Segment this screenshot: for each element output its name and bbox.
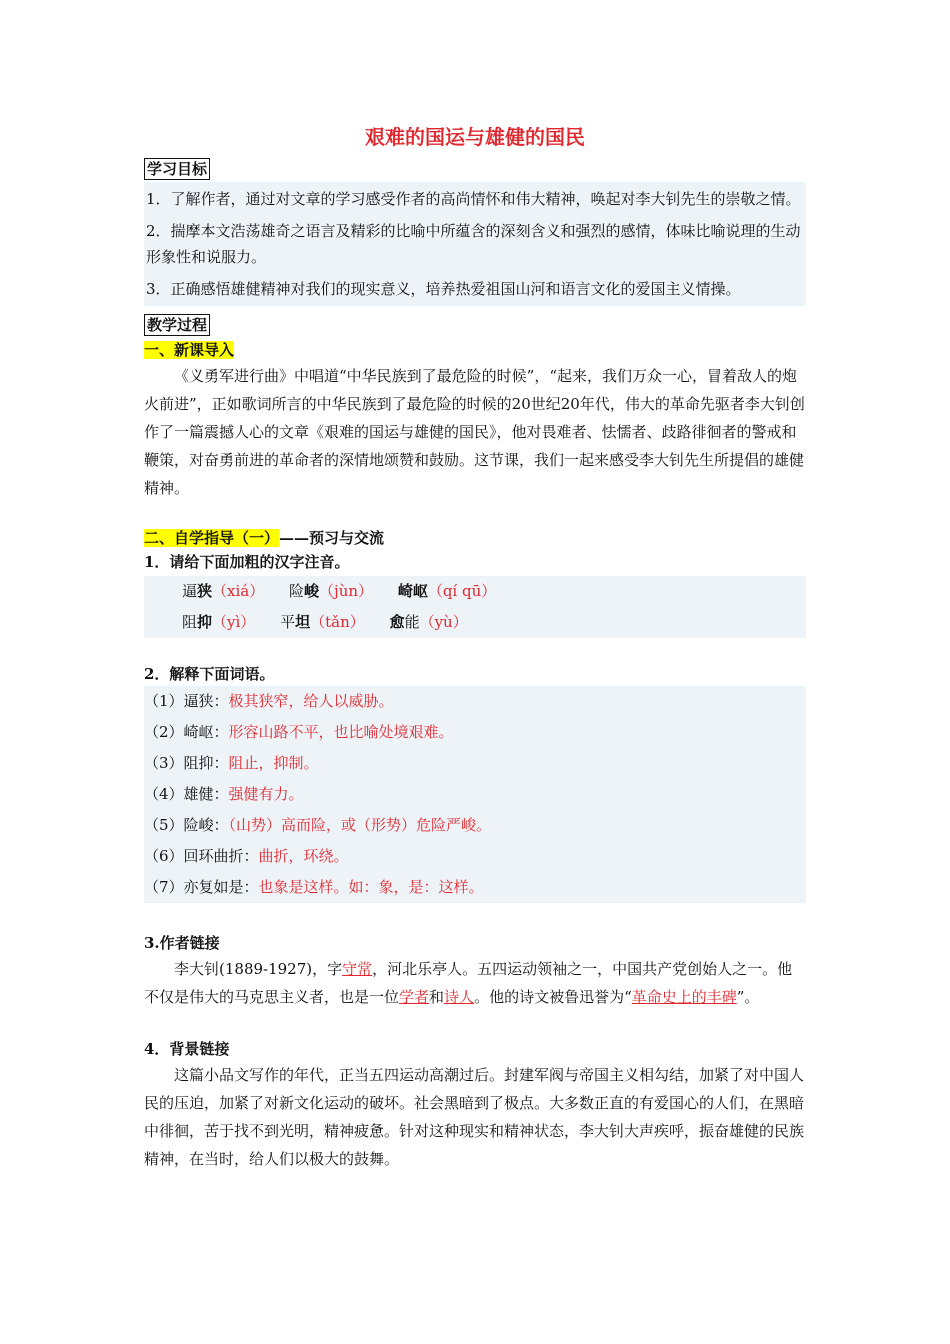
author-text: 李大钊(1889-1927)，字守常，河北乐亭人。五四运动领袖之一，中国共产党创始人之一。他不仅是伟大的马克思主义者，也是一位学者和诗人。他的诗文被鲁迅誉为“革命史上的丰碑”。	[144, 960, 793, 1006]
author-role-poet: 诗人	[444, 988, 475, 1006]
spacer	[144, 1011, 806, 1037]
pinyin-item: 愈能（yù）	[389, 613, 468, 631]
goal-item: 1．了解作者，通过对文章的学习感受作者的高尚情怀和伟大精神，唤起对李大钊先生的崇敬之情。	[146, 190, 801, 208]
pinyin-row	[144, 576, 806, 607]
definition-item: （3）阻抑：阻止，抑制。	[144, 754, 319, 772]
question-2: 2．解释下面词语。	[144, 665, 275, 683]
goal-item: 3．正确感悟雄健精神对我们的现实意义，培养热爱祖国山河和语言文化的爱国主义情操。	[146, 280, 741, 298]
definition-item: （2）崎岖：形容山路不平，也比喻处境艰难。	[144, 723, 454, 741]
author-role-scholar: 学者	[399, 988, 430, 1006]
goals-list	[144, 182, 806, 306]
pinyin-item: 崎岖（qí qū）	[397, 582, 497, 600]
background-heading: 4．背景链接	[144, 1040, 230, 1058]
definitions-list	[144, 686, 806, 903]
document-content	[144, 120, 806, 1173]
pinyin-item: 逼狭（xiá）	[182, 582, 265, 600]
definition-item: （4）雄健：强健有力。	[144, 785, 304, 803]
page-title: 艰难的国运与雄健的国民	[365, 125, 585, 149]
pinyin-block	[144, 576, 806, 638]
definition-item: （6）回环曲折：曲折，环绕。	[144, 847, 349, 865]
author-courtesy-name: 守常	[342, 960, 373, 978]
pinyin-item: 平坦（tǎn）	[280, 613, 365, 631]
goals-heading-row	[144, 156, 806, 182]
intro-text: 《义勇军进行曲》中唱道“中华民族到了最危险的时候”，“起来，我们万众一心，冒着敌人的炮火前进”，正如歌词所言的中华民族到了最危险的时候的20世纪20年代，伟大的革命先驱者李大钊创作了一篇震撼人心的文章《艰难的国运与雄健的国民》，他对畏难者、怯懦者、歧路徘徊者的警戒和鞭策，对奋勇前进的革命者的深情地颂赞和鼓励。这节课，我们一起来感受李大钊先生所提倡的雄健精神。	[144, 367, 805, 497]
process-heading: 教学过程	[144, 314, 210, 336]
lu-xun-quote: 革命史上的丰碑	[631, 988, 737, 1006]
self-study-heading-rest: ——预习与交流	[279, 529, 385, 547]
pinyin-item: 阻抑（yì）	[182, 613, 256, 631]
self-study-heading	[144, 526, 806, 550]
self-study-heading-highlight: 二、自学指导（一）	[144, 529, 280, 547]
spacer	[144, 502, 806, 526]
spacer	[144, 638, 806, 662]
background-text: 这篇小品文写作的年代，正当五四运动高潮过后。封建军阀与帝国主义相勾结，加紧了对中国人民的压迫，加紧了对新文化运动的破坏。社会黑暗到了极点。大多数正直的有爱国心的人们，在黑暗中徘徊，苦于找不到光明，精神疲惫。针对这种现实和精神状态，李大钊大声疾呼，振奋雄健的民族精神，在当时，给人们以极大的鼓舞。	[144, 1066, 805, 1168]
goals-heading: 学习目标	[144, 158, 210, 180]
intro-heading-row	[144, 338, 806, 362]
question-1: 1．请给下面加粗的汉字注音。	[144, 553, 350, 571]
definition-item: （7）亦复如是：也象是这样。如：象，是：这样。	[144, 878, 484, 896]
intro-heading: 一、新课导入	[144, 341, 235, 359]
process-heading-row	[144, 312, 806, 338]
author-heading: 3.作者链接	[144, 934, 220, 952]
definition-item: （5）险峻：（山势）高而险，或（形势）危险严峻。	[144, 816, 492, 834]
definition-item: （1）逼狭：极其狭窄，给人以威胁。	[144, 692, 394, 710]
pinyin-item: 险峻（jùn）	[289, 582, 374, 600]
spacer	[144, 903, 806, 931]
pinyin-row	[144, 607, 806, 638]
goal-item: 2．揣摩本文浩荡雄奇之语言及精彩的比喻中所蕴含的深刻含义和强烈的感情，体味比喻说理的生动形象性和说服力。	[146, 222, 801, 266]
